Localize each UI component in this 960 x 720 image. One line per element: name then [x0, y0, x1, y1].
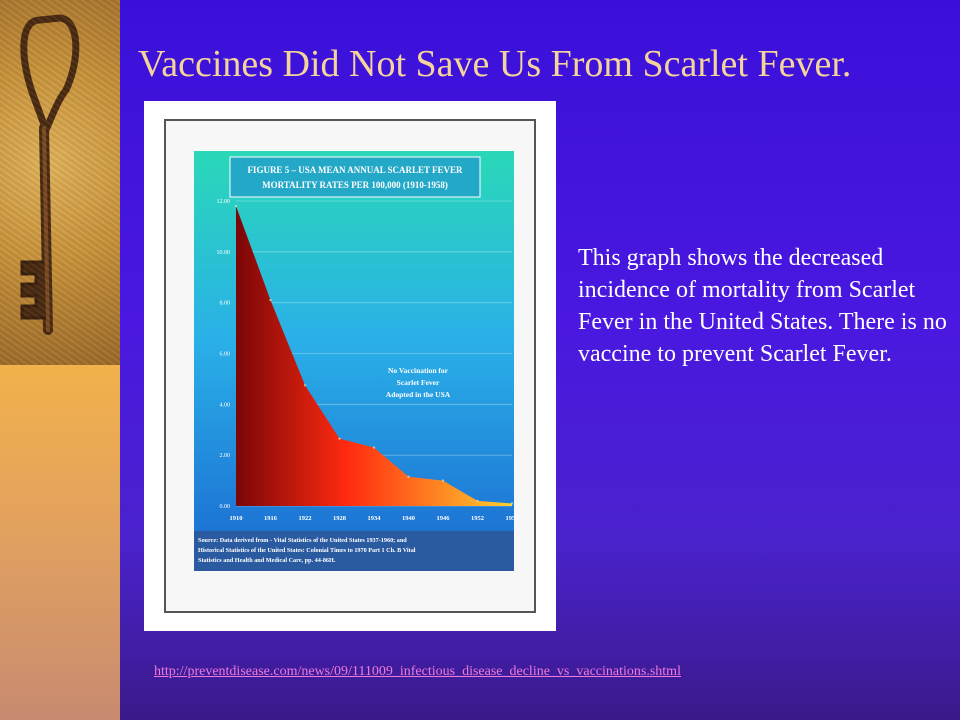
chart-title-line1: FIGURE 5 – USA MEAN ANNUAL SCARLET FEVER	[247, 165, 463, 175]
x-tick-label: 1916	[264, 515, 277, 522]
data-point	[373, 446, 375, 448]
x-tick-label: 1958	[505, 515, 519, 522]
y-tick-label: 0.00	[219, 504, 230, 510]
data-point	[442, 479, 444, 481]
y-tick-label: 8.00	[219, 300, 230, 307]
x-tick-label: 1928	[333, 515, 346, 522]
x-tick-label: 1910	[229, 515, 243, 522]
y-tick-label: 10.00	[216, 249, 230, 256]
x-tick-label: 1940	[402, 515, 415, 522]
x-tick-label: 1946	[436, 515, 450, 522]
source-line: Historical Statistics of the United States: Colonial Times to 1970 Part 1 Ch. B Vital	[198, 547, 416, 554]
figure-frame	[144, 101, 556, 631]
slide-title: Vaccines Did Not Save Us From Scarlet Fever.	[138, 43, 852, 85]
chart-annotation-line: Scarlet Fever	[396, 378, 440, 387]
data-point	[235, 205, 237, 207]
data-point	[338, 437, 340, 439]
y-tick-label: 12.00	[216, 199, 230, 205]
y-tick-label: 4.00	[219, 402, 230, 409]
slide-caption: This graph shows the decreased incidence of mortality from Scarlet Fever in the United States. There is no vaccine to prevent Scarlet Fever.	[578, 245, 947, 367]
data-point	[304, 384, 306, 386]
scarlet-fever-chart	[194, 151, 519, 571]
chart-title-box	[230, 157, 480, 197]
chart-annotation-line: No Vaccination for	[388, 366, 448, 375]
data-point	[407, 476, 409, 478]
x-tick-label: 1952	[471, 515, 484, 522]
x-tick-label: 1922	[298, 515, 312, 522]
source-line: Source: Data derived from - Vital Statistics of the United States 1937-1960; and	[198, 537, 407, 544]
source-line: Statistics and Health and Medical Care, pp. 44-86H.	[198, 557, 336, 564]
source-link[interactable]: http://preventdisease.com/news/09/111009_infectious_disease_decline_vs_vaccinations.shtml	[154, 664, 681, 679]
data-point	[476, 500, 478, 502]
data-point	[511, 502, 513, 504]
x-tick-label: 1934	[367, 515, 381, 522]
antique-key-image	[0, 0, 120, 365]
data-point	[269, 299, 271, 301]
y-tick-label: 6.00	[219, 351, 230, 358]
chart-title-line2: MORTALITY RATES PER 100,000 (1910-1958)	[262, 180, 448, 190]
chart-annotation-line: Adopted in the USA	[385, 390, 451, 399]
y-tick-label: 2.00	[219, 453, 230, 460]
